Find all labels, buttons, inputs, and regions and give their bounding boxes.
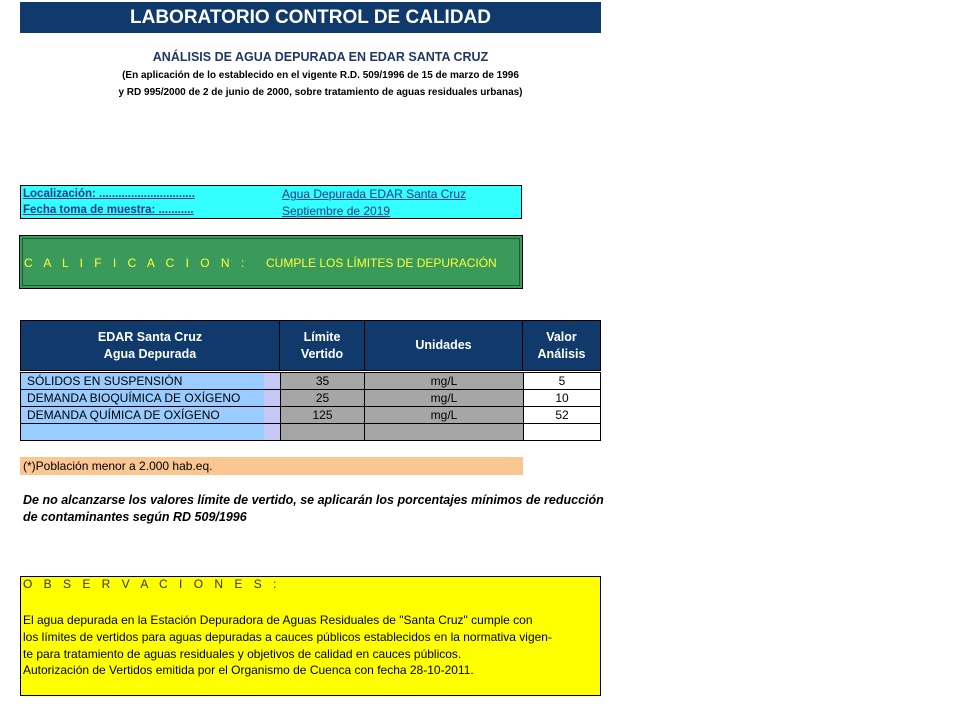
qualification-box [19,235,523,289]
value-cell[interactable]: 52 [523,407,600,424]
observations-line: te para tratamiento de aguas residuales y objetivos de calidad en cauces públicos. [23,647,462,661]
location-label: Localización: .............................. [23,188,195,200]
observations-line: El agua depurada en la Estación Depuradora de Aguas Residuales de "Santa Cruz" cumple con [23,613,533,627]
observations-line: Autorización de Vertidos emitida por el Organismo de Cuenca con fecha 28-10-2011. [23,663,474,677]
report-title: LABORATORIO CONTROL DE CALIDAD [20,2,601,33]
parameter-cell[interactable]: DEMANDA QUÍMICA DE OXÍGENO [21,407,264,424]
header-edar: EDAR Santa Cruz Agua Depurada [21,321,280,370]
qualification-label: C A L I F I C A C I O N : [24,256,249,270]
table-row [21,424,600,441]
parameter-spacer [264,390,280,407]
legal-reference-line-2: y RD 995/2000 de 2 de junio de 2000, sobre tratamiento de aguas residuales urbanas) [118,87,523,98]
value-cell[interactable]: 10 [523,390,600,407]
unit-cell[interactable]: mg/L [365,373,523,390]
reduction-note: De no alcanzarse los valores límite de vertido, se aplicarán los porcentajes mínimos de reducción de contaminantes según RD 509/1996 [23,493,604,524]
table-row [21,390,600,407]
unit-cell[interactable]: mg/L [365,390,523,407]
limit-cell[interactable]: 125 [280,407,365,424]
observations-box [20,576,601,696]
report-subtitle: ANÁLISIS DE AGUA DEPURADA EN EDAR SANTA CRUZ [152,50,489,64]
table-row [21,407,600,424]
limit-cell[interactable]: 35 [280,373,365,390]
value-cell[interactable]: 5 [523,373,600,390]
parameter-spacer [264,373,280,390]
location-value[interactable]: Agua Depurada EDAR Santa Cruz [282,187,467,201]
table-row [21,373,600,390]
qualification-value: CUMPLE LOS LÍMITES DE DEPURACIÓN [266,256,497,270]
parameter-cell[interactable]: DEMANDA BIOQUÍMICA DE OXÍGENO [21,390,264,407]
limit-cell[interactable] [280,424,365,441]
sample-date-label: Fecha toma de muestra: ........... [23,204,194,216]
results-table-header [20,320,601,371]
results-table-body [20,372,601,441]
observations-title: O B S E R V A C I O N E S : [23,577,281,591]
limit-cell[interactable]: 25 [280,390,365,407]
legal-reference-line-1: (En aplicación de lo establecido en el vigente R.D. 509/1996 de 15 de marzo de 1996 [122,70,519,81]
value-cell[interactable] [523,424,600,441]
unit-cell[interactable]: mg/L [365,407,523,424]
unit-cell[interactable] [365,424,523,441]
parameter-cell[interactable]: SÓLIDOS EN SUSPENSIÓN [21,373,264,390]
sample-date-value[interactable]: Septiembre de 2019 [282,204,391,218]
parameter-spacer [264,407,280,424]
parameter-cell[interactable] [21,424,264,441]
header-value: Valor Análisis [537,329,586,361]
header-limit: Límite Vertido [280,321,365,370]
location-box [20,185,522,219]
observations-line: los límites de vertidos para aguas depuradas a cauces públicos establecidos en la normativa vigen- [23,630,552,644]
header-units: Unidades [365,321,523,370]
population-note: (*)Población menor a 2.000 hab.eq. [20,457,523,475]
parameter-spacer [264,424,280,441]
